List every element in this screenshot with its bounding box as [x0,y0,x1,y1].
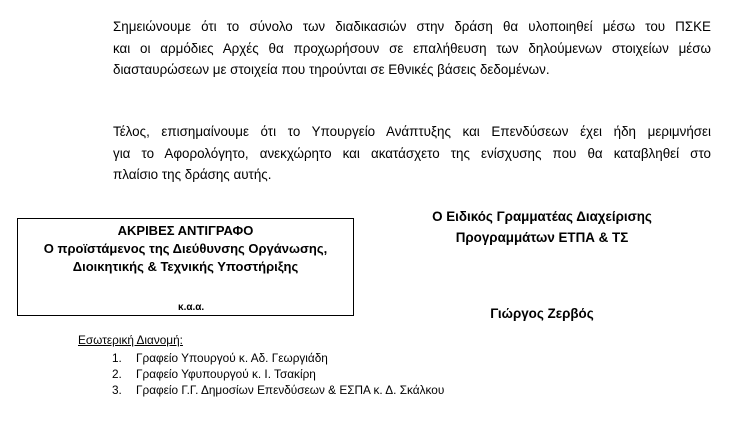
paragraph-line: Σημειώνουμε ότι το σύνολο των διαδικασιών στην δράση θα υλοποιηθεί μέσω του ΠΣΚΕ [113,19,711,34]
certified-copy-line: Ο προϊστάμενος της Διεύθυνσης Οργάνωσης, [43,241,328,256]
list-text: Γραφείο Γ.Γ. Δημοσίων Επενδύσεων & ΕΣΠΑ κ. Δ. Σκάλκου [136,383,445,397]
paragraph-line: και οι αρμόδιες Αρχές θα προχωρήσουν σε επαλήθευση των δηλούμενων στοιχείων μέσω [113,40,711,56]
certified-copy-title: ΑΚΡΙΒΕΣ ΑΝΤΙΓΡΑΦΟ [117,223,254,238]
signer-title: Προγραμμάτων ΕΤΠΑ & ΤΣ [455,230,629,245]
paragraph-tax-exemption [113,121,711,186]
paragraph-line: πλαίσιο της δράσης αυτής. [113,167,272,182]
list-number: 1. [112,351,122,365]
certified-copy-footer: κ.α.α. [178,302,205,313]
internal-distribution [78,333,445,398]
list-item [78,382,445,398]
list-number: 3. [112,383,122,397]
list-number: 2. [112,367,122,381]
list-text: Γραφείο Υφυπουργού κ. Ι. Τσακίρη [136,367,316,381]
distribution-heading: Εσωτερική Διανομή: [78,333,183,347]
list-item [78,366,316,382]
signer-title: Ο Ειδικός Γραμματέας Διαχείρισης [432,209,652,224]
paragraph-line: διασταυρώσεων με στοιχεία που τηρούνται σε Εθνικές βάσεις δεδομένων. [113,62,550,77]
paragraph-procedure [113,16,711,81]
paragraph-line: για το Αφορολόγητο, ανεκχώρητο και ακατάσχετο της ενίσχυσης που θα καταβληθεί στο [113,145,711,161]
signer-name: Γιώργος Ζερβός [490,306,594,321]
distribution-list [78,350,445,398]
paragraph-line: Τέλος, επισημαίνουμε ότι το Υπουργείο Ανάπτυξης και Επενδύσεων έχει ήδη μεριμνήσει [113,124,711,139]
certified-copy-line: Διοικητικής & Τεχνικής Υποστήριξης [72,259,299,274]
certified-copy-box [17,218,354,316]
list-text: Γραφείο Υπουργού κ. Αδ. Γεωργιάδη [136,351,328,365]
list-item [78,350,328,366]
